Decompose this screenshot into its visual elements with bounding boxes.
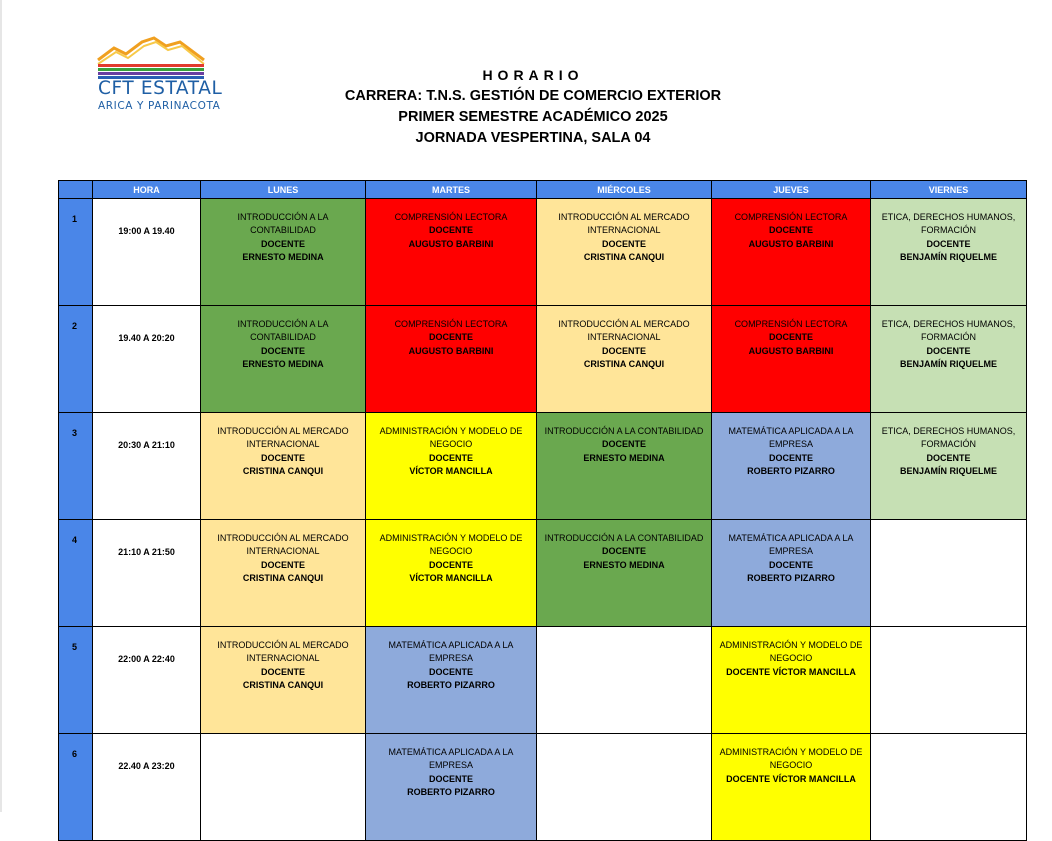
class-cell bbox=[366, 520, 537, 627]
docente-label: DOCENTE bbox=[601, 439, 646, 450]
docente-label: DOCENTE bbox=[428, 452, 473, 463]
teacher-name: AUGUSTO BARBINI bbox=[408, 238, 494, 249]
docente-label: DOCENTE VÍCTOR MANCILLA bbox=[726, 773, 856, 784]
schedule-table bbox=[58, 180, 1027, 841]
docente-label: DOCENTE bbox=[428, 225, 473, 236]
docente-label: DOCENTE bbox=[428, 332, 473, 343]
class-cell bbox=[366, 413, 537, 520]
subject: MATEMÁTICA APLICADA A LA EMPRESA bbox=[388, 640, 514, 664]
table-row bbox=[59, 520, 1027, 627]
column-header-miercoles: MIÉRCOLES bbox=[537, 181, 712, 199]
subject: COMPRENSIÓN LECTORA bbox=[394, 212, 508, 222]
teacher-name: BENJAMÍN RIQUELME bbox=[899, 466, 997, 477]
docente-label: DOCENTE bbox=[601, 546, 646, 557]
teacher-name: CRISTINA CANQUI bbox=[242, 573, 324, 584]
class-cell bbox=[871, 413, 1027, 520]
class-cell bbox=[712, 734, 871, 841]
class-cell bbox=[366, 734, 537, 841]
docente-label: DOCENTE bbox=[926, 238, 971, 249]
row-number: 5 bbox=[59, 627, 93, 734]
teacher-name: BENJAMÍN RIQUELME bbox=[899, 252, 997, 263]
row-number: 3 bbox=[59, 413, 93, 520]
docente-label: DOCENTE bbox=[926, 345, 971, 356]
subject: INTRODUCCIÓN AL MERCADO INTERNACIONAL bbox=[558, 212, 690, 236]
docente-label: DOCENTE bbox=[260, 238, 305, 249]
docente-label: DOCENTE bbox=[926, 452, 971, 463]
time-slot: 19:00 A 19.40 bbox=[93, 199, 201, 306]
column-header-martes: MARTES bbox=[366, 181, 537, 199]
session-line: JORNADA VESPERTINA, SALA 04 bbox=[415, 130, 651, 146]
subject: COMPRENSIÓN LECTORA bbox=[394, 319, 508, 329]
class-cell bbox=[712, 306, 871, 413]
empty-cell bbox=[537, 627, 712, 734]
subject: INTRODUCCIÓN AL MERCADO INTERNACIONAL bbox=[558, 319, 690, 343]
column-header-hora: HORA bbox=[93, 181, 201, 199]
subject: ETICA, DERECHOS HUMANOS, FORMACIÓN bbox=[881, 426, 1016, 450]
logo-subtitle: ARICA Y PARINACOTA bbox=[98, 100, 221, 112]
subject: ETICA, DERECHOS HUMANOS, FORMACIÓN bbox=[881, 319, 1016, 343]
teacher-name: ROBERTO PIZARRO bbox=[747, 573, 835, 584]
docente-label: DOCENTE bbox=[768, 332, 813, 343]
header-row bbox=[59, 181, 1027, 199]
class-cell bbox=[201, 520, 366, 627]
teacher-name: VÍCTOR MANCILLA bbox=[409, 466, 493, 477]
row-number: 4 bbox=[59, 520, 93, 627]
class-cell bbox=[712, 627, 871, 734]
teacher-name: CRISTINA CANQUI bbox=[242, 680, 324, 691]
docente-label: DOCENTE bbox=[601, 345, 646, 356]
subject: MATEMÁTICA APLICADA A LA EMPRESA bbox=[728, 426, 854, 450]
row-number: 2 bbox=[59, 306, 93, 413]
class-cell bbox=[201, 199, 366, 306]
time-slot: 19.40 A 20:20 bbox=[93, 306, 201, 413]
teacher-name: ERNESTO MEDINA bbox=[242, 252, 324, 263]
docente-label: DOCENTE bbox=[260, 452, 305, 463]
teacher-name: BENJAMÍN RIQUELME bbox=[899, 359, 997, 370]
docente-label: DOCENTE bbox=[260, 345, 305, 356]
subject: ETICA, DERECHOS HUMANOS, FORMACIÓN bbox=[881, 212, 1016, 236]
subject: COMPRENSIÓN LECTORA bbox=[734, 319, 848, 329]
subject: INTRODUCCIÓN A LA CONTABILIDAD bbox=[544, 533, 704, 543]
docente-label: DOCENTE bbox=[428, 773, 473, 784]
teacher-name: AUGUSTO BARBINI bbox=[408, 345, 494, 356]
docente-label: DOCENTE bbox=[428, 666, 473, 677]
subject: MATEMÁTICA APLICADA A LA EMPRESA bbox=[728, 533, 854, 557]
docente-label: DOCENTE bbox=[428, 559, 473, 570]
subject: COMPRENSIÓN LECTORA bbox=[734, 212, 848, 222]
career-line: CARRERA: T.N.S. GESTIÓN DE COMERCIO EXTERIOR bbox=[344, 88, 722, 104]
class-cell bbox=[366, 306, 537, 413]
subject: INTRODUCCIÓN A LA CONTABILIDAD bbox=[237, 319, 329, 343]
class-cell bbox=[537, 520, 712, 627]
time-slot: 20:30 A 21:10 bbox=[93, 413, 201, 520]
teacher-name: ROBERTO PIZARRO bbox=[407, 680, 495, 691]
class-cell bbox=[537, 413, 712, 520]
table-row bbox=[59, 413, 1027, 520]
docente-label: DOCENTE bbox=[768, 559, 813, 570]
teacher-name: CRISTINA CANQUI bbox=[242, 466, 324, 477]
docente-label: DOCENTE bbox=[768, 452, 813, 463]
class-cell bbox=[871, 199, 1027, 306]
teacher-name: CRISTINA CANQUI bbox=[583, 252, 665, 263]
teacher-name: ROBERTO PIZARRO bbox=[407, 787, 495, 798]
teacher-name: ERNESTO MEDINA bbox=[583, 452, 665, 463]
teacher-name: AUGUSTO BARBINI bbox=[748, 345, 834, 356]
class-cell bbox=[712, 520, 871, 627]
empty-cell bbox=[871, 734, 1027, 841]
docente-label: DOCENTE bbox=[260, 559, 305, 570]
subject: ADMINISTRACIÓN Y MODELO DE NEGOCIO bbox=[379, 426, 523, 450]
teacher-name: ERNESTO MEDINA bbox=[583, 559, 665, 570]
table-row bbox=[59, 199, 1027, 306]
docente-label: DOCENTE VÍCTOR MANCILLA bbox=[726, 666, 856, 677]
subject: INTRODUCCIÓN AL MERCADO INTERNACIONAL bbox=[217, 426, 349, 450]
empty-cell bbox=[537, 734, 712, 841]
subject: INTRODUCCIÓN A LA CONTABILIDAD bbox=[237, 212, 329, 236]
class-cell bbox=[201, 413, 366, 520]
class-cell bbox=[366, 627, 537, 734]
column-header-jueves: JUEVES bbox=[712, 181, 871, 199]
schedule-title: HORARIO bbox=[482, 67, 584, 83]
document-header bbox=[0, 65, 1052, 149]
subject: MATEMÁTICA APLICADA A LA EMPRESA bbox=[388, 747, 514, 771]
empty-cell bbox=[201, 734, 366, 841]
time-slot: 22:00 A 22:40 bbox=[93, 627, 201, 734]
class-cell bbox=[201, 627, 366, 734]
teacher-name: ROBERTO PIZARRO bbox=[747, 466, 835, 477]
table-row bbox=[59, 306, 1027, 413]
subject: INTRODUCCIÓN AL MERCADO INTERNACIONAL bbox=[217, 533, 349, 557]
class-cell bbox=[537, 306, 712, 413]
subject: INTRODUCCIÓN A LA CONTABILIDAD bbox=[544, 426, 704, 436]
column-header-lunes: LUNES bbox=[201, 181, 366, 199]
time-slot: 21:10 A 21:50 bbox=[93, 520, 201, 627]
semester-line: PRIMER SEMESTRE ACADÉMICO 2025 bbox=[398, 109, 668, 125]
subject: ADMINISTRACIÓN Y MODELO DE NEGOCIO bbox=[379, 533, 523, 557]
class-cell bbox=[366, 199, 537, 306]
docente-label: DOCENTE bbox=[768, 225, 813, 236]
table-row bbox=[59, 734, 1027, 841]
class-cell bbox=[537, 199, 712, 306]
table-row bbox=[59, 627, 1027, 734]
subject: ADMINISTRACIÓN Y MODELO DE NEGOCIO bbox=[719, 640, 863, 664]
empty-cell bbox=[871, 520, 1027, 627]
teacher-name: AUGUSTO BARBINI bbox=[748, 238, 834, 249]
class-cell bbox=[871, 306, 1027, 413]
row-number: 1 bbox=[59, 199, 93, 306]
row-number: 6 bbox=[59, 734, 93, 841]
column-header-num bbox=[59, 181, 93, 199]
subject: ADMINISTRACIÓN Y MODELO DE NEGOCIO bbox=[719, 747, 863, 771]
docente-label: DOCENTE bbox=[260, 666, 305, 677]
docente-label: DOCENTE bbox=[601, 238, 646, 249]
logo-name: CFT ESTATAL bbox=[98, 78, 223, 99]
teacher-name: ERNESTO MEDINA bbox=[242, 359, 324, 370]
empty-cell bbox=[871, 627, 1027, 734]
class-cell bbox=[712, 199, 871, 306]
column-header-viernes: VIERNES bbox=[871, 181, 1027, 199]
class-cell bbox=[712, 413, 871, 520]
class-cell bbox=[201, 306, 366, 413]
subject: INTRODUCCIÓN AL MERCADO INTERNACIONAL bbox=[217, 640, 349, 664]
time-slot: 22.40 A 23:20 bbox=[93, 734, 201, 841]
teacher-name: CRISTINA CANQUI bbox=[583, 359, 665, 370]
teacher-name: VÍCTOR MANCILLA bbox=[409, 573, 493, 584]
